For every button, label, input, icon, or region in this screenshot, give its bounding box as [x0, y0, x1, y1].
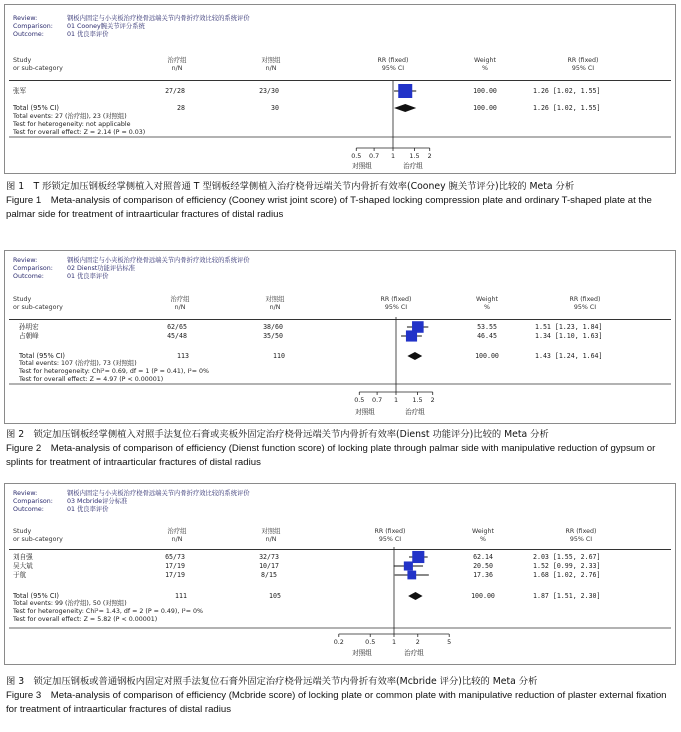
study-control: 32/73 — [259, 553, 279, 561]
study-rr-text: 1.34 [1.10, 1.63] — [535, 332, 603, 340]
favours-treatment-label: 治疗组 — [404, 649, 424, 657]
axis-tick-label: 0.5 — [354, 396, 365, 404]
study-weight: 17.36 — [473, 571, 493, 579]
heterogeneity-test: Test for heterogeneity: not applicable — [13, 121, 131, 128]
outcome-title: 01 优良率评价 — [67, 506, 109, 513]
column-treatment: 治疗组 n/N — [170, 296, 190, 311]
study-control: 35/50 — [263, 332, 283, 340]
axis-tick-label: 1 — [391, 638, 397, 646]
axis-tick-label: 2 — [427, 152, 432, 160]
caption-cn: 图 1 T 形锁定加压钢板经掌侧植入对照普通 T 型钢板经掌侧植入治疗桡骨远端关节内骨折有效率(Cooney 腕关节评分)比较的 Meta 分析 — [6, 181, 575, 192]
column-rr: RR (fixed) 95% CI — [377, 57, 409, 72]
study-name: 刘自强 — [13, 553, 33, 561]
axis-tick-label: 0.5 — [351, 152, 362, 160]
forest-plot-figure-3 — [4, 483, 676, 665]
outcome-title: 01 优良率评价 — [67, 31, 109, 38]
outcome-label: Outcome: — [13, 31, 44, 38]
total-label: Total (95% CI) — [13, 104, 59, 112]
study-rr-text: 1.52 [0.99, 2.33] — [533, 562, 601, 570]
pooled-effect-diamond — [408, 592, 422, 600]
favours-treatment-label: 治疗组 — [403, 162, 423, 170]
axis-tick-label: 0.7 — [372, 396, 383, 404]
column-rr-text: RR (fixed) 95% CI — [565, 528, 597, 543]
caption-cn: 图 2 锁定加压钢板经掌侧植入对照手法复位石膏或夹板外固定治疗桡骨远端关节内骨折有效率(Dienst 功能评分)比较的 Meta 分析 — [6, 429, 549, 440]
heterogeneity-test: Test for heterogeneity: Chi²= 1.43, df = 2 (P = 0.49), I²= 0% — [13, 608, 204, 615]
favours-control-label: 对照组 — [355, 408, 375, 416]
comparison-label: Comparison: — [13, 498, 53, 505]
total-label: Total (95% CI) — [19, 352, 65, 360]
column-rr-text: RR (fixed) 95% CI — [569, 296, 601, 311]
axis-tick-label: 1.5 — [409, 152, 420, 160]
column-study: Study or sub-category — [13, 296, 63, 311]
column-treatment: 治疗组 n/N — [167, 57, 187, 72]
study-rr-text: 2.03 [1.55, 2.67] — [533, 553, 601, 561]
review-label: Review: — [13, 15, 38, 22]
favours-control-label: 对照组 — [352, 162, 372, 170]
total-rr-text: 1.87 [1.51, 2.30] — [533, 592, 601, 600]
overall-effect-test: Test for overall effect: Z = 4.97 (P < 0.00001) — [19, 376, 164, 383]
study-control: 23/30 — [259, 87, 279, 95]
study-point-estimate — [406, 330, 417, 341]
study-point-estimate — [407, 571, 416, 580]
column-control: 对照组 n/N — [265, 296, 285, 311]
caption-en: Figure 2 Meta-analysis of comparison of efficiency (Dienst function score) of locking plate through palmar side with manipulative reduction of gypsum or splints for treatment of intraarticular fractures of distal radius — [6, 443, 656, 468]
axis-tick-label: 2 — [430, 396, 435, 404]
axis-tick-label: 5 — [447, 638, 452, 646]
study-treatment: 17/19 — [165, 571, 185, 579]
study-weight: 100.00 — [473, 87, 497, 95]
forest-plot-figure-1 — [4, 4, 676, 174]
comparison-title: 02 Dienst功能评估标准 — [67, 265, 136, 272]
caption-en: Figure 1 Meta-analysis of comparison of efficiency (Cooney wrist joint score) of T-shaped locking compression plate and ordinary T-shaped plate at the palmar side for treatment of intraarticular fractures of distal radius — [6, 195, 652, 220]
forest-plot — [5, 5, 675, 173]
total-events: Total events: 107 (治疗组), 73 (对照组) — [19, 360, 137, 367]
column-study: Study or sub-category — [13, 528, 63, 543]
column-treatment: 治疗组 n/N — [167, 528, 187, 543]
column-control: 对照组 n/N — [261, 528, 281, 543]
study-control: 38/60 — [263, 323, 283, 331]
outcome-title: 01 优良率评价 — [67, 273, 109, 280]
outcome-label: Outcome: — [13, 273, 44, 280]
total-weight: 100.00 — [475, 352, 499, 360]
overall-effect-test: Test for overall effect: Z = 2.14 (P = 0.03) — [13, 129, 146, 136]
study-rr-text: 1.51 [1.23, 1.84] — [535, 323, 603, 331]
study-treatment: 62/65 — [167, 323, 187, 331]
caption-en: Figure 3 Meta-analysis of comparison of efficiency (Mcbride score) of locking plate or common plate with manipulative reduction of plaster external fixation for treatment of intraarticular fractures of distal radius — [6, 690, 667, 715]
study-control: 10/17 — [259, 562, 279, 570]
total-control: 110 — [273, 352, 285, 360]
total-rr-text: 1.26 [1.02, 1.55] — [533, 104, 601, 112]
heterogeneity-test: Test for heterogeneity: Chi²= 0.69, df = 1 (P = 0.41), I²= 0% — [19, 368, 210, 375]
axis-tick-label: 1 — [390, 152, 396, 160]
study-name: 张军 — [13, 87, 27, 95]
study-weight: 46.45 — [477, 332, 497, 340]
column-weight: Weight % — [474, 57, 496, 72]
total-treatment: 111 — [175, 592, 187, 600]
figure-2-caption — [6, 428, 678, 470]
study-treatment: 17/19 — [165, 562, 185, 570]
total-weight: 100.00 — [471, 592, 495, 600]
study-name: 占朝峰 — [19, 332, 39, 340]
forest-plot — [5, 251, 675, 423]
total-control: 105 — [269, 592, 281, 600]
axis-tick-label: 1.5 — [412, 396, 423, 404]
comparison-label: Comparison: — [13, 23, 53, 30]
review-title: 钢板内固定与小夹板治疗桡骨远端关节内骨折疗效比较的系统评价 — [67, 15, 250, 22]
forest-plot — [5, 484, 675, 664]
study-name: 吴大斌 — [13, 562, 33, 570]
total-control: 30 — [271, 104, 279, 112]
study-point-estimate — [412, 551, 424, 563]
study-point-estimate — [398, 84, 412, 98]
review-label: Review: — [13, 490, 38, 497]
study-name: 孙明宏 — [19, 323, 39, 331]
pooled-effect-diamond — [394, 104, 416, 112]
column-rr: RR (fixed) 95% CI — [380, 296, 412, 311]
comparison-label: Comparison: — [13, 265, 53, 272]
total-events: Total events: 27 (治疗组), 23 (对照组) — [13, 113, 127, 120]
study-weight: 53.55 — [477, 323, 497, 331]
total-label: Total (95% CI) — [13, 592, 59, 600]
total-treatment: 28 — [177, 104, 185, 112]
caption-cn: 图 3 锁定加压钢板或普通钢板内固定对照手法复位石膏外固定治疗桡骨远端关节内骨折有效率(Mcbride 评分)比较的 Meta 分析 — [6, 676, 538, 687]
pooled-effect-diamond — [407, 352, 422, 360]
column-rr-text: RR (fixed) 95% CI — [567, 57, 599, 72]
review-title: 钢板内固定与小夹板治疗桡骨远端关节内骨折疗效比较的系统评价 — [67, 490, 250, 497]
axis-tick-label: 0.7 — [369, 152, 380, 160]
study-point-estimate — [404, 561, 413, 570]
comparison-title: 01 Cooney腕关节评分系统 — [67, 23, 145, 30]
study-weight: 20.50 — [473, 562, 493, 570]
column-rr: RR (fixed) 95% CI — [374, 528, 406, 543]
column-weight: Weight % — [472, 528, 494, 543]
review-label: Review: — [13, 257, 38, 264]
study-control: 8/15 — [261, 571, 277, 579]
column-control: 对照组 n/N — [261, 57, 281, 72]
total-weight: 100.00 — [473, 104, 497, 112]
favours-treatment-label: 治疗组 — [405, 408, 425, 416]
study-name: 于航 — [13, 571, 27, 579]
figure-1-caption — [6, 180, 678, 222]
study-treatment: 65/73 — [165, 553, 185, 561]
column-weight: Weight % — [476, 296, 498, 311]
review-title: 钢板内固定与小夹板治疗桡骨远端关节内骨折疗效比较的系统评价 — [67, 257, 250, 264]
column-study: Study or sub-category — [13, 57, 63, 72]
study-treatment: 27/28 — [165, 87, 185, 95]
axis-tick-label: 0.2 — [333, 638, 344, 646]
comparison-title: 03 Mcbride评分标准 — [67, 498, 128, 505]
total-rr-text: 1.43 [1.24, 1.64] — [535, 352, 603, 360]
study-weight: 62.14 — [473, 553, 493, 561]
forest-plot-figure-2 — [4, 250, 676, 424]
total-events: Total events: 99 (治疗组), 50 (对照组) — [13, 600, 127, 607]
outcome-label: Outcome: — [13, 506, 44, 513]
study-rr-text: 1.26 [1.02, 1.55] — [533, 87, 601, 95]
study-treatment: 45/48 — [167, 332, 187, 340]
favours-control-label: 对照组 — [352, 649, 372, 657]
axis-tick-label: 2 — [415, 638, 420, 646]
figure-3-caption — [6, 675, 678, 717]
total-treatment: 113 — [177, 352, 189, 360]
study-rr-text: 1.68 [1.02, 2.76] — [533, 571, 601, 579]
axis-tick-label: 0.5 — [365, 638, 376, 646]
overall-effect-test: Test for overall effect: Z = 5.82 (P < 0.00001) — [13, 616, 158, 623]
axis-tick-label: 1 — [393, 396, 399, 404]
